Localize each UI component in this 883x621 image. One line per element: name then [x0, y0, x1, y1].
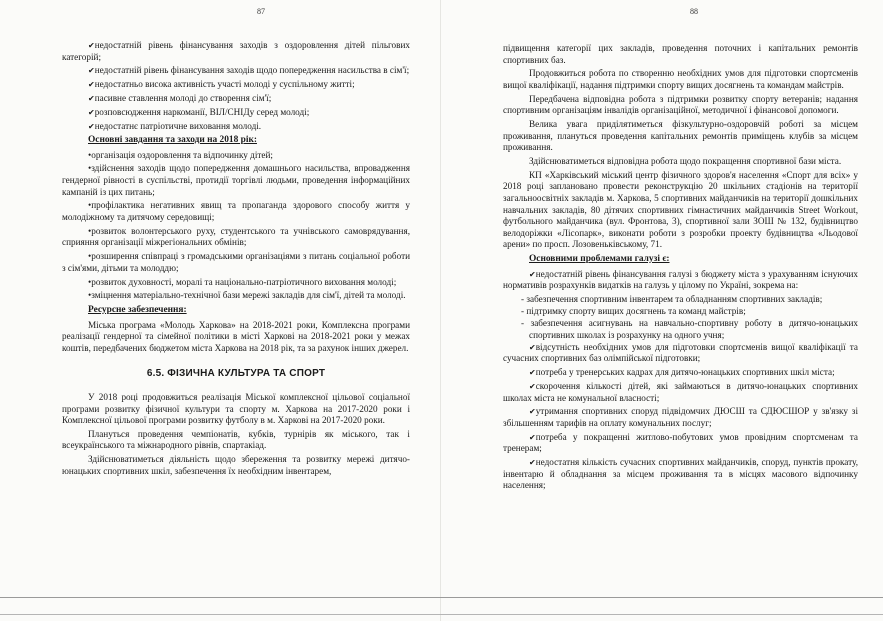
problems-heading: Основними проблемами галузі є:	[529, 254, 670, 265]
sub-list-item: - підтримку спорту вищих досягнень та команд майстрів;	[503, 306, 858, 318]
paragraph: У 2018 році продовжиться реалізація Міської комплексної цільової соціальної програми розвитку фізичної культури та спорту м. Харкова на 2017-2020 роки і Комплексної цільової програми розвитку футболу в м. Харкові на 2017-2020 роки.	[62, 391, 410, 426]
list-item: ✔︎ недостатня кількість сучасних спортивних майданчиків, споруд, пунктів прокату, інвентарю й обладнання за місцем проживання та в місцях масового відпочинку населення;	[503, 457, 858, 492]
list-item: ✔︎ недостатньо висока активність участі молоді у суспільному житті;	[62, 79, 410, 91]
resources-heading: Ресурсне забезпечення:	[88, 304, 187, 315]
list-item: • розширення співпраці з громадськими організаціями з питань соціальної роботи з сім'ями, дітьми та молоддю;	[62, 251, 410, 274]
list-item: • розвиток духовності, моралі та національно-патріотичного виховання молоді;	[62, 277, 410, 289]
list-item: ✔︎ розповсюдження наркоманії, ВІЛ/СНІДу серед молоді;	[62, 107, 410, 119]
sub-list-item: - забезпечення спортивним інвентарем та обладнанням спортивних закладів;	[503, 294, 858, 306]
scan-edge-line	[0, 614, 883, 615]
list-item: ✔︎ скорочення кількості дітей, які займаються в дитячо-юнацьких спортивних школах міста не комунальної власності;	[503, 381, 858, 404]
paragraph: Здійснюватиметься діяльність щодо збереження та розвитку мережі дитячо-юнацьких спортивних шкіл, забезпечення їх необхідним інвентарем,	[62, 454, 410, 476]
list-item: • організація оздоровлення та відпочинку дітей;	[62, 150, 410, 162]
section-title: 6.5. ФІЗИЧНА КУЛЬТУРА ТА СПОРТ	[146, 368, 326, 380]
page-number: 87	[257, 7, 265, 16]
list-item: ✔︎ утримання спортивних споруд підвідомчих ДЮСШ та СДЮСШОР у зв'язку зі збільшенням тарифів на оплату комунальних послуг;	[503, 406, 858, 429]
paragraph: Здійснюватиметься відповідна робота щодо покращення спортивної бази міста.	[529, 156, 842, 167]
sub-list-item: - забезпечення асигнувань на навчально-спортивну роботу в дитячо-юнацьких спортивних школах із розрахунку на одного учня;	[503, 318, 858, 341]
list-item: • здійснення заходів щодо попередження домашнього насильства, впровадження гендерної рівності в суспільстві, протидії торгівлі людьми, проведення інформаційних кампаній із цих питань;	[62, 163, 410, 198]
paragraph: підвищення категорії цих закладів, проведення поточних і капітальних ремонтів спортивних баз.	[503, 43, 858, 65]
list-item: ✔︎ недостатній рівень фінансування галузі з бюджету міста з урахуванням існуючих нормативів розрахунків видатків на галузь у цілому по Україні, зокрема на:	[503, 269, 858, 292]
list-item: ✔︎ потреба у тренерських кадрах для дитячо-юнацьких спортивних шкіл міста;	[503, 367, 858, 379]
paragraph: КП «Харківський міський центр фізичного здоров'я населення «Спорт для всіх» у 2018 році заплановано провести реконструкцію 20 шкільних стадіонів на території загальноосвітніх закладів м. Харкова, 5 спортивних майданчиків на території дошкільних навчальних закладів, 80 дітячих спортивних гімнастичних майданчиків Street Workout, футбольного майданчика (вул. Фронтова, 3), спортивної зали ЗОШ № 132, будівництво велодоріжки «Лісопарк», виконати роботи з розробки проекту будівництва «Льодової арени» по просп. Лозовеньківському, 71.	[503, 169, 858, 250]
resources-text: Міська програма «Молодь Харкова» на 2018-2021 роки, Комплексна програми реалізації гендерної та сімейної політики в місті Харкові на 2018-2021 роки у межах коштів, передбачених бюджетом міста Харкова на 2018 рік, та за рахунок інших джерел.	[62, 319, 410, 353]
tasks-heading: Основні завдання та заходи на 2018 рік:	[88, 135, 257, 146]
scan-edge-line	[0, 597, 883, 598]
list-item: • профілактика негативних явищ та пропаганда здорового способу життя у молодіжному та дитячому середовищі;	[62, 200, 410, 223]
list-item: • зміцнення матеріально-технічної бази мережі закладів для сім'ї, дітей та молоді.	[62, 290, 410, 302]
paragraph: Передбачена відповідна робота з підтримки розвитку спорту ветеранів; надання спортивним організаціям інвалідів організаційної, методичної і фінансової допомоги.	[503, 93, 858, 116]
page-content	[62, 40, 410, 480]
page-content	[503, 43, 858, 494]
page-fold	[440, 0, 441, 621]
paragraph: Плануться проведення чемпіонатів, кубків, турнірів як міського, так і всеукраїнського та міжнародного рівнів, спартакіад.	[62, 428, 410, 451]
page-number: 88	[690, 7, 698, 16]
page-88	[503, 0, 858, 600]
list-item: ✔︎ недостатній рівень фінансування заходів з оздоровлення дітей пільгових категорій;	[62, 40, 410, 63]
list-item: ✔︎ недостатнє патріотичне виховання молоді.	[62, 121, 410, 133]
paragraph: Продовжиться робота по створенню необхідних умов для підготовки спортсменів вищої кваліфікації, надання підтримки спорту вищих досягнень та командам майстрів.	[503, 68, 858, 90]
list-item: • розвиток волонтерського руху, студентського та учнівського самоврядування, сприяння організації міжрегіональних обмінів;	[62, 226, 410, 249]
list-item: ✔︎ відсутність необхідних умов для підготовки спортсменів вищої кваліфікації та сучасних спортивних баз олімпійської підготовки;	[503, 342, 858, 365]
list-item: ✔︎ пасивне ставлення молоді до створення сім'ї;	[62, 93, 410, 105]
page-87	[62, 0, 410, 600]
list-item: ✔︎ недостатній рівень фінансування заходів щодо попередження насильства в сім'ї;	[62, 65, 410, 77]
paragraph: Велика увага приділятиметься фізкультурно-оздоровчій роботі за місцем проживання, плануться проведення капітальних ремонтів приміщень клубів за місцем проживання.	[503, 119, 858, 153]
list-item: ✔︎ потреба у покращенні житлово-побутових умов провідним спортсменам та тренерам;	[503, 432, 858, 455]
